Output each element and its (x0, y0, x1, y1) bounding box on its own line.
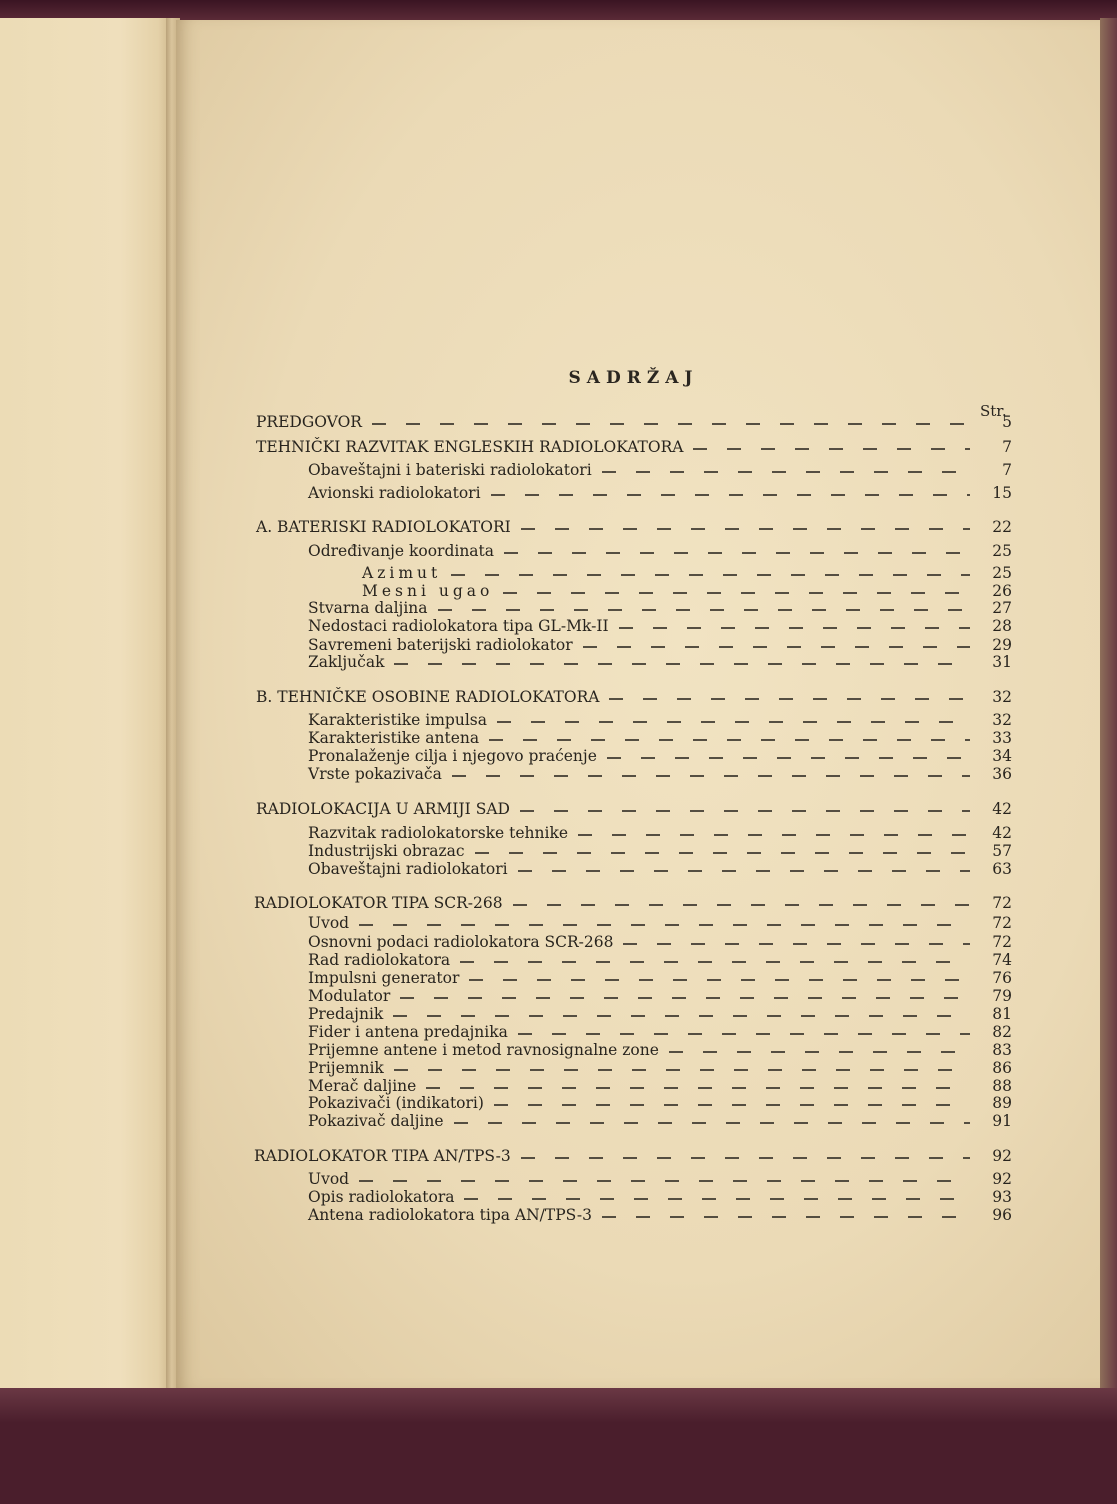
toc-entry (256, 438, 1012, 456)
toc-leader (504, 552, 970, 554)
toc-entry-page: 25 (992, 542, 1012, 560)
toc-entry-title: Pokazivači (indikatori) (308, 1094, 484, 1112)
toc-entry-page: 42 (992, 800, 1012, 818)
toc-entry (256, 800, 1012, 818)
toc-entry-title: Pronalaženje cilja i njegovo praćenje (308, 747, 597, 765)
toc-entry (308, 729, 1012, 747)
toc-entry (254, 894, 1012, 912)
toc-leader (518, 870, 970, 872)
toc-entry-page: 96 (992, 1206, 1012, 1224)
toc-entry-page: 7 (1002, 438, 1012, 456)
toc-entry-page: 25 (992, 564, 1012, 582)
toc-entry-title: Modulator (308, 987, 391, 1005)
toc-entry-page: 92 (992, 1170, 1012, 1188)
toc-leader (454, 1122, 970, 1124)
toc-entry-title: Fider i antena predajnika (308, 1023, 508, 1041)
toc-entry-title: RADIOLOKATOR TIPA SCR-268 (254, 894, 503, 912)
toc-entry-page: 93 (992, 1188, 1012, 1206)
toc-entry (308, 484, 1012, 502)
toc-leader (497, 721, 970, 723)
toc-entry-page: 83 (992, 1041, 1012, 1059)
toc-entry-title: Merač daljine (308, 1077, 417, 1095)
toc-entry-title: PREDGOVOR (256, 413, 362, 431)
toc-entry-title: Osnovni podaci radiolokatora SCR-268 (308, 933, 614, 951)
toc-entry-page: 27 (992, 599, 1012, 617)
toc-entry (308, 951, 1012, 969)
toc-entry-page: 42 (992, 824, 1012, 842)
toc-leader (393, 1015, 970, 1017)
toc-entry (308, 1170, 1012, 1188)
toc-entry-page: 15 (992, 484, 1012, 502)
toc-entry-title: Rad radiolokatora (308, 951, 451, 969)
toc-leader (489, 739, 970, 741)
toc-leader (669, 1051, 970, 1053)
toc-entry (308, 914, 1012, 932)
toc-entry-page: 81 (992, 1005, 1012, 1023)
toc-leader (518, 1033, 970, 1035)
toc-entry-title: Industrijski obrazac (308, 842, 465, 860)
toc-entry-page: 22 (992, 518, 1012, 536)
toc-entry-page: 72 (992, 914, 1012, 932)
toc-entry-title: Nedostaci radiolokatora tipa GL-Mk-II (308, 617, 609, 635)
toc-entry-title: Prijemne antene i metod ravnosignalne zone (308, 1041, 659, 1059)
toc-entry-title: Obaveštajni i bateriski radiolokatori (308, 461, 592, 479)
toc-entry (308, 1077, 1012, 1095)
toc-leader (394, 663, 970, 665)
toc-entry-page: 34 (992, 747, 1012, 765)
toc-entry-page: 89 (992, 1094, 1012, 1112)
toc-entry-page: 63 (992, 860, 1012, 878)
toc-entry-title: Savremeni baterijski radiolokator (308, 636, 573, 654)
toc-entry-title: Uvod (308, 914, 350, 932)
toc-entry-page: 82 (992, 1023, 1012, 1041)
toc-entry-title: A. BATERISKI RADIOLOKATORI (256, 518, 511, 536)
toc-entry-title: Vrste pokazivača (308, 765, 442, 783)
toc-entry (308, 765, 1012, 783)
toc-entry-title: Impulsni generator (308, 969, 460, 987)
toc-leader (426, 1087, 970, 1089)
toc-entry (308, 1041, 1012, 1059)
toc-entry (362, 582, 1012, 600)
toc-entry-title: Razvitak radiolokatorske tehnike (308, 824, 569, 842)
toc-entry-page: 79 (992, 987, 1012, 1005)
toc-entry-title: Obaveštajni radiolokatori (308, 860, 508, 878)
toc-entry-title: Karakteristike antena (308, 729, 480, 747)
toc-leader (623, 943, 970, 945)
toc-entry (308, 933, 1012, 951)
toc-entry-title: Opis radiolokatora (308, 1188, 455, 1206)
toc-leader (609, 698, 970, 700)
toc-entry (308, 461, 1012, 479)
toc-entry-title: Stvarna daljina (308, 599, 428, 617)
toc-leader (619, 627, 970, 629)
toc-leader (452, 775, 970, 777)
toc-entry-page: 57 (992, 842, 1012, 860)
toc-leader (491, 494, 970, 496)
toc-entry-title: Određivanje koordinata (308, 542, 495, 560)
toc-leader (438, 609, 970, 611)
toc-entry-title: TEHNIČKI RAZVITAK ENGLESKIH RADIOLOKATORA (256, 438, 684, 456)
toc-entry (308, 1094, 1012, 1112)
toc-leader (503, 592, 970, 594)
toc-leader (583, 646, 970, 648)
toc-leader (359, 924, 970, 926)
toc-leader (513, 904, 970, 906)
toc-leader (359, 1180, 970, 1182)
toc-entry-title: RADIOLOKATOR TIPA AN/TPS-3 (254, 1147, 511, 1165)
toc-leader (372, 423, 970, 425)
toc-leader (400, 997, 970, 999)
toc-entry (308, 860, 1012, 878)
toc-entry (308, 824, 1012, 842)
toc-leader (520, 810, 970, 812)
toc-entry-page: 32 (992, 688, 1012, 706)
toc-leader (521, 528, 970, 530)
toc-entry (308, 1059, 1012, 1077)
toc-entry-page: 91 (992, 1112, 1012, 1130)
toc-entry-title: B. TEHNIČKE OSOBINE RADIOLOKATORA (256, 688, 600, 706)
toc-entry-title: Prijemnik (308, 1059, 384, 1077)
toc-leader (607, 757, 970, 759)
toc-entry-page: 92 (992, 1147, 1012, 1165)
toc-entry (254, 1147, 1012, 1165)
toc-entry-page: 28 (992, 617, 1012, 635)
toc-entry-title: Antena radiolokatora tipa AN/TPS-3 (308, 1206, 592, 1224)
toc-entry-page: 36 (992, 765, 1012, 783)
toc-entry (308, 1206, 1012, 1224)
toc-entry-title: Karakteristike impulsa (308, 711, 487, 729)
toc-entry-page: 76 (992, 969, 1012, 987)
toc-entry-page: 33 (992, 729, 1012, 747)
toc-entry-title: RADIOLOKACIJA U ARMIJI SAD (256, 800, 510, 818)
toc-entry-title: Predajnik (308, 1005, 384, 1023)
toc-entry-page: 29 (992, 636, 1012, 654)
toc-entry (256, 413, 1012, 431)
toc-entry (308, 842, 1012, 860)
page-column-label: Str. (980, 402, 1007, 420)
toc-entry (256, 518, 1012, 536)
toc-leader (394, 1069, 970, 1071)
toc-entry-page: 74 (992, 951, 1012, 969)
toc-entry (308, 711, 1012, 729)
toc-entry (308, 617, 1012, 635)
toc-entry-title: Uvod (308, 1170, 350, 1188)
toc-entry (308, 599, 1012, 617)
toc-entry (308, 969, 1012, 987)
toc-entry (308, 747, 1012, 765)
toc-leader (469, 979, 970, 981)
toc-entry-title: Zaključak (308, 653, 385, 671)
toc-entry-title: Azimut (362, 564, 442, 582)
toc-leader (693, 448, 970, 450)
toc-entry (256, 688, 1012, 706)
toc-entry-page: 88 (992, 1077, 1012, 1095)
toc-leader (475, 852, 970, 854)
toc-leader (602, 471, 970, 473)
toc-leader (464, 1198, 970, 1200)
toc-entry-title: Pokazivač daljine (308, 1112, 444, 1130)
toc-leader (494, 1104, 970, 1106)
toc-entry-page: 86 (992, 1059, 1012, 1077)
toc-entry-page: 32 (992, 711, 1012, 729)
toc-leader (460, 961, 970, 963)
toc-entry (308, 542, 1012, 560)
toc-leader (602, 1216, 970, 1218)
toc-entry-title: Mesni ugao (362, 582, 494, 600)
toc-entry-page: 5 (1002, 413, 1012, 431)
toc-entry-page: 7 (1002, 461, 1012, 479)
toc-entry-page: 72 (992, 894, 1012, 912)
contents-heading: SADRŽAJ (568, 368, 699, 388)
toc-leader (451, 574, 970, 576)
toc-entry (308, 1023, 1012, 1041)
toc-entry-page: 31 (992, 653, 1012, 671)
toc-entry (308, 1005, 1012, 1023)
toc-entry-page: 72 (992, 933, 1012, 951)
toc-entry (308, 653, 1012, 671)
toc-entry (362, 564, 1012, 582)
toc-leader (578, 834, 970, 836)
toc-entry (308, 1112, 1012, 1130)
toc-entry-page: 26 (992, 582, 1012, 600)
toc-entry-title: Avionski radiolokatori (308, 484, 481, 502)
toc-entry (308, 1188, 1012, 1206)
toc-entry (308, 987, 1012, 1005)
toc-leader (521, 1157, 970, 1159)
toc-entry (308, 636, 1012, 654)
